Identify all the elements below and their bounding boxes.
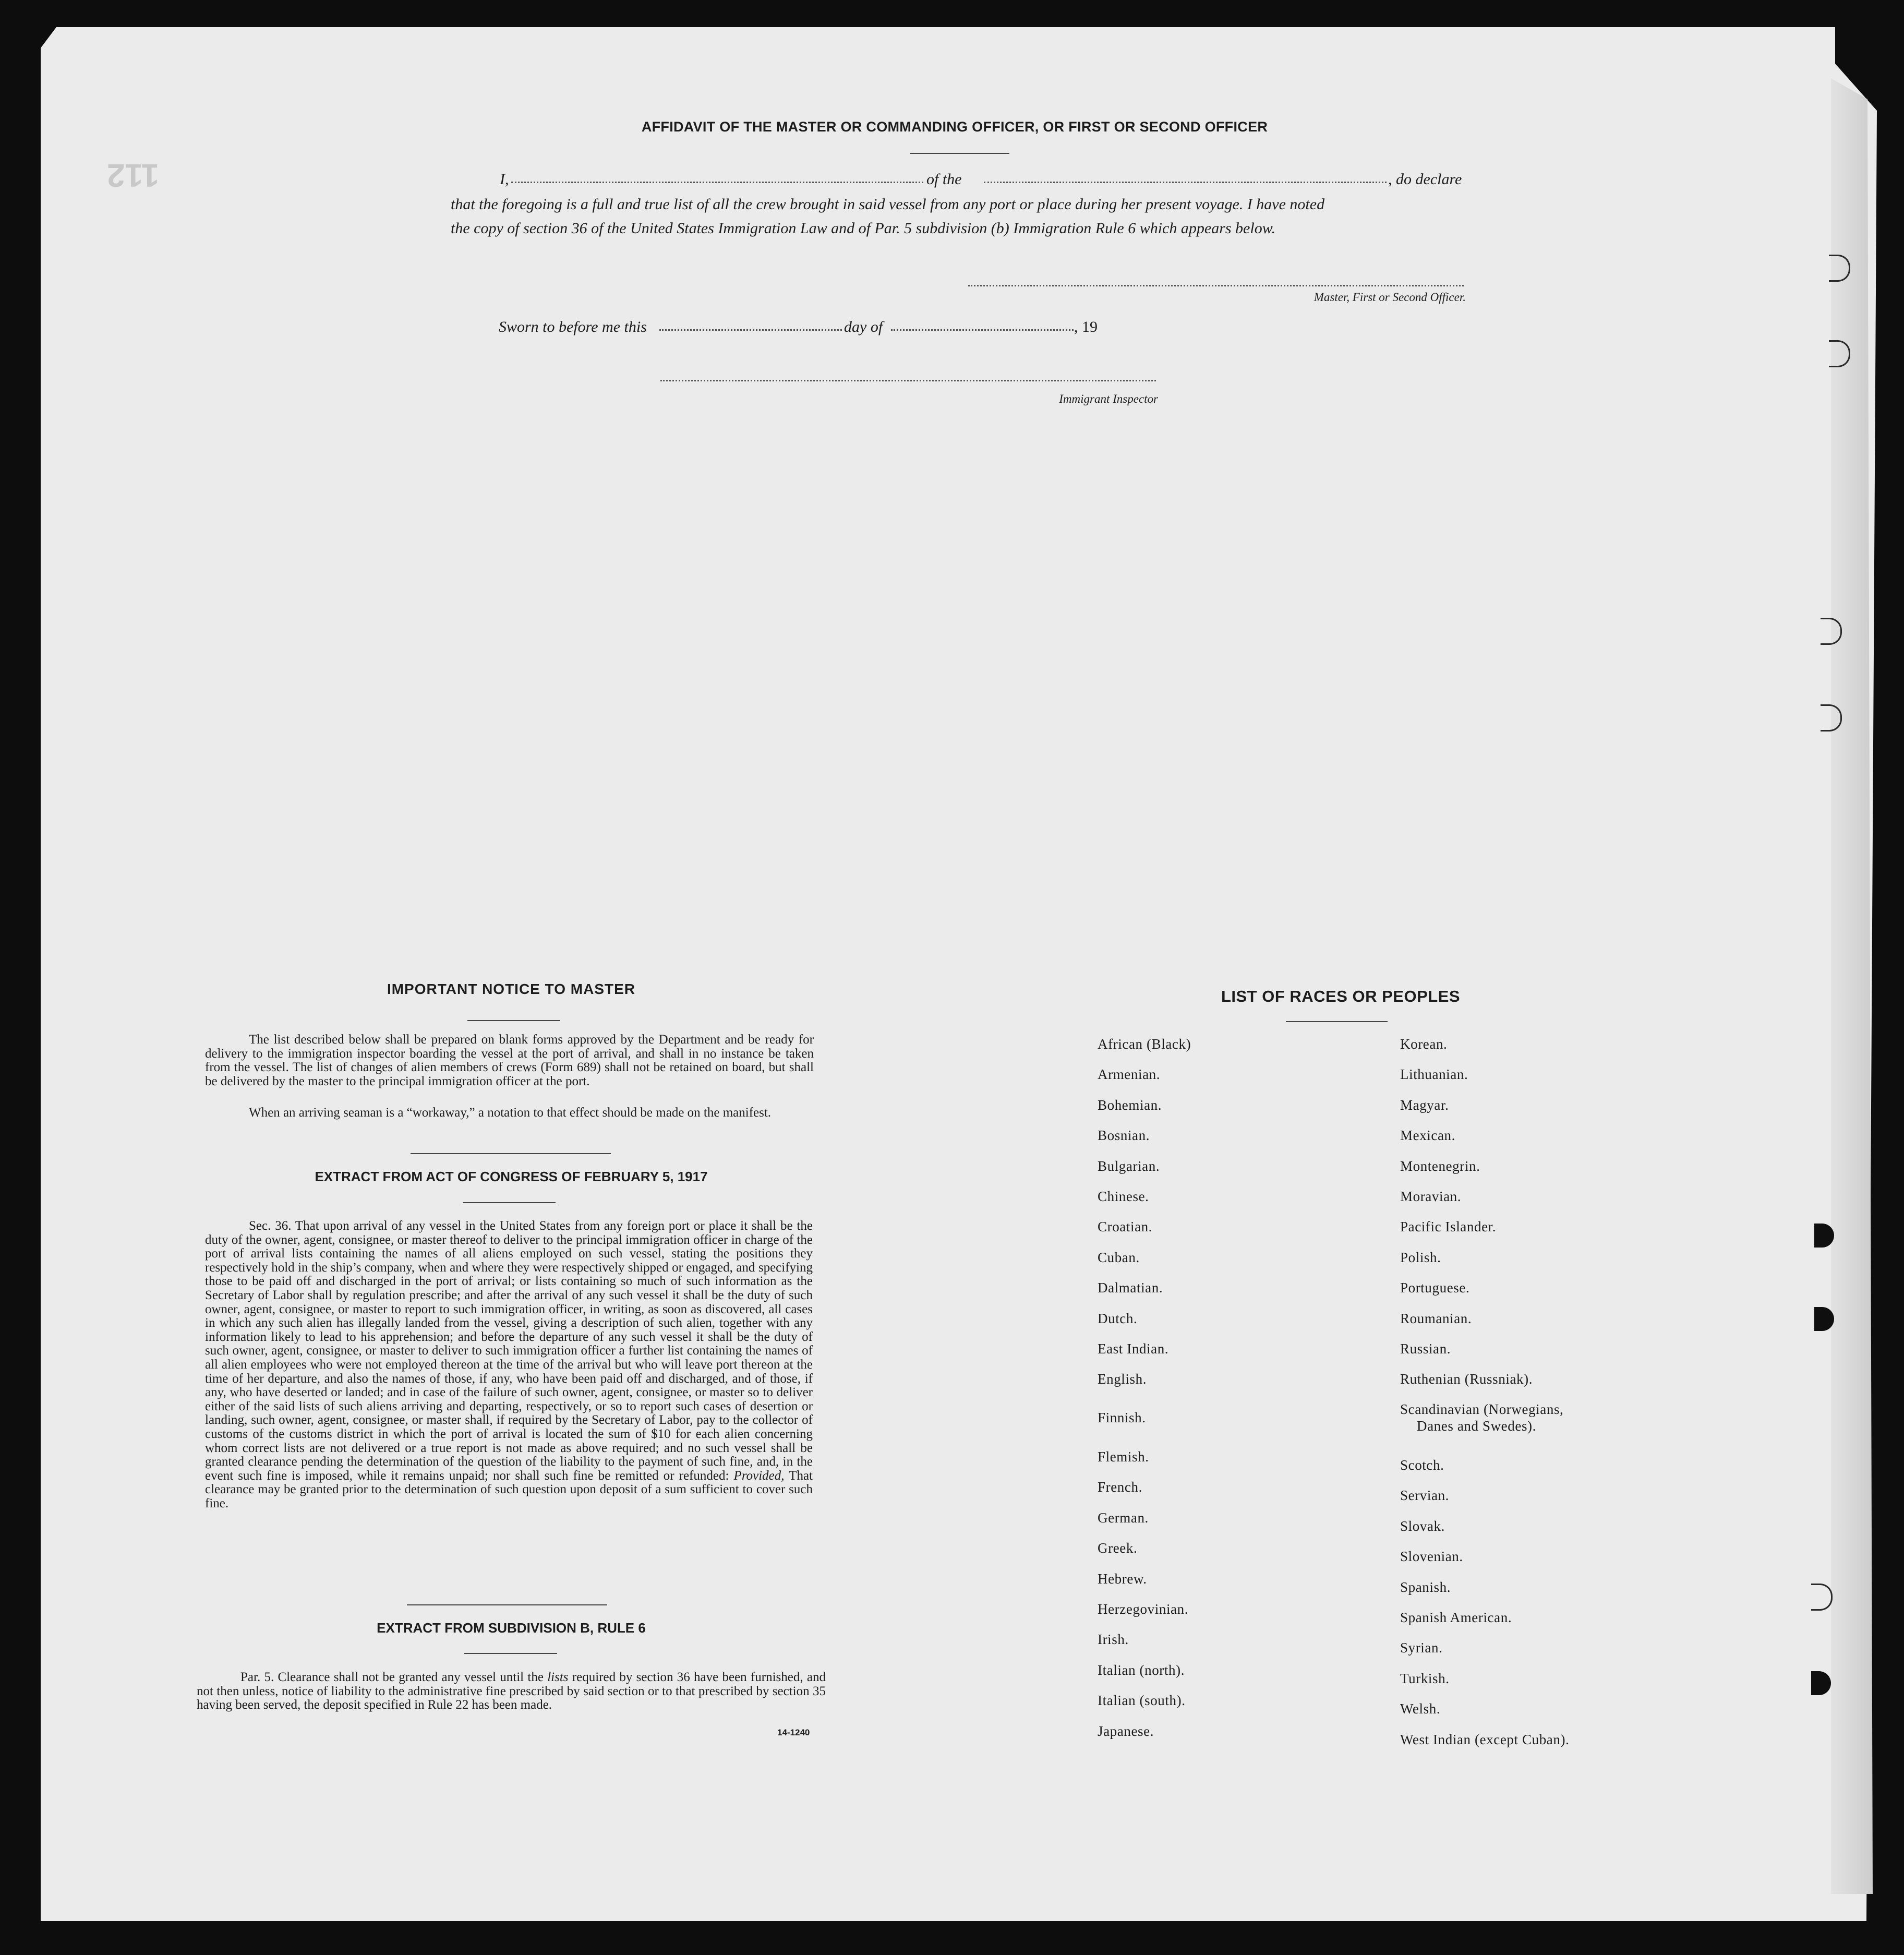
race-item: Herzegovinian. (1098, 1601, 1189, 1617)
signature-line[interactable] (968, 285, 1464, 286)
affidavit-declare: , do declare (1388, 171, 1462, 188)
vessel-line[interactable] (984, 182, 1387, 183)
race-item: Lithuanian. (1400, 1066, 1468, 1083)
race-item: Scotch. (1400, 1457, 1444, 1473)
affidavit-title: AFFIDAVIT OF THE MASTER OR COMMANDING OFFICER, OR FIRST OR SECOND OFFICER (641, 119, 1268, 135)
race-item: Irish. (1098, 1632, 1129, 1648)
race-item-continuation: Danes and Swedes). (1417, 1418, 1536, 1434)
race-item: English. (1098, 1371, 1147, 1387)
race-item: Russian. (1400, 1341, 1451, 1357)
act-sec-label: Sec. 36. (249, 1219, 292, 1233)
document-page (41, 27, 1877, 1921)
race-item: Moravian. (1400, 1189, 1462, 1205)
race-item: Servian. (1400, 1488, 1450, 1504)
race-item: Slovak. (1400, 1518, 1445, 1534)
race-item: Italian (south). (1098, 1693, 1186, 1709)
form-number: 14-1240 (777, 1728, 810, 1737)
sworn-day: day of (844, 318, 883, 335)
name-line[interactable] (511, 182, 923, 183)
race-item: Korean. (1400, 1036, 1448, 1052)
races-right-column (1400, 1029, 1569, 1755)
faint-page-number: 112 (107, 157, 160, 193)
race-item: Syrian. (1400, 1640, 1443, 1656)
race-item: Turkish. (1400, 1670, 1450, 1686)
race-item: French. (1098, 1479, 1142, 1495)
rule-part-1: Par. 5. Clearance shall not be granted any vessel until the (240, 1670, 544, 1684)
rule-lists-word: lists (547, 1670, 569, 1684)
race-item: Roumanian. (1400, 1310, 1472, 1326)
inspector-signature-line[interactable] (660, 380, 1156, 381)
race-item: Spanish American. (1400, 1609, 1512, 1625)
races-left-column (1098, 1029, 1191, 1746)
notice-paragraph-2: When an arriving seaman is a “workaway,” a notation to that effect should be made on the manifest. (249, 1106, 772, 1120)
sworn-prefix: Sworn to before me this (499, 318, 647, 335)
affidavit-line3: the copy of section 36 of the United States Immigration Law and of Par. 5 subdivision (b) Immigration Rule 6 which appears below. (451, 220, 1275, 237)
race-item: Ruthenian (Russniak). (1400, 1371, 1533, 1387)
race-item: African (Black) (1098, 1036, 1191, 1052)
race-item-multiline (1400, 1395, 1569, 1450)
act-text: That upon arrival of any vessel in the United States from any foreign port or place it shall be the duty of the owner, agent, consignee, or master thereof to deliver to the principal immigration officer in charge of the port of arrival lists containing the names of all aliens employed on such vessel, stating the positions they respectively hold in the ship’s company, when and where they were respectively shipped or engaged, and specifying those to be paid off and discharged in the port of arrival; or lists containing so much of such information as the Secretary of Labor shall by regulation prescribe; and after the arrival of any such vessel it shall be the duty of such owner, agent, consignee, or master to report to such immigration officer, in writing, as soon as discovered, all cases in which any such alien has illegally landed from the vessel, giving a description of such alien, together with any information likely to lead to his apprehension; and before the departure of any such vessel it shall be the duty of such owner, agent, consignee, or master to deliver to such immigration officer a further list containing the names of all alien employees who were not employed thereon at the time of the arrival but who will leave port thereon at the time of her departure, and also the names of those, if any, who have been paid off and discharged, and of those, if any, who have deserted or landed; and in case of the failure of such owner, agent, consignee, or master so to deliver either of the said lists of such aliens arriving and departing, respectively, or so to report such cases of desertion or landing, such owner, agent, consignee, or master shall, if required by the Secretary of Labor, pay to the collector of customs of the customs district in which the port of arrival is located the sum of $10 for each alien concerning whom correct lists are not delivered or a true report is not made as above required; and no such vessel shall be granted clearance pending the determination of the question of the liability to the payment of such fine, and, in the event such fine is imposed, while it remains unpaid; nor shall such fine be remitted or refunded: (205, 1219, 813, 1483)
race-item: Greek. (1098, 1540, 1138, 1556)
race-item: Portuguese. (1400, 1280, 1470, 1296)
races-title: LIST OF RACES OR PEOPLES (1221, 987, 1461, 1005)
race-item: Dalmatian. (1098, 1280, 1163, 1296)
race-item: Bosnian. (1098, 1128, 1150, 1144)
race-item: Chinese. (1098, 1189, 1149, 1205)
act-body (205, 1219, 813, 1510)
race-item: Polish. (1400, 1249, 1441, 1265)
affidavit-I: I, (500, 171, 509, 188)
race-item: German. (1098, 1509, 1149, 1526)
races-rule (1286, 1021, 1388, 1022)
notice-title: IMPORTANT NOTICE TO MASTER (387, 981, 636, 997)
race-item: Italian (north). (1098, 1662, 1185, 1678)
race-item: Bohemian. (1098, 1097, 1162, 1113)
race-item: Dutch. (1098, 1310, 1138, 1326)
race-item: Montenegrin. (1400, 1158, 1480, 1174)
race-item: West Indian (except Cuban). (1400, 1731, 1570, 1747)
race-item: Slovenian. (1400, 1549, 1463, 1565)
race-item: Hebrew. (1098, 1570, 1147, 1587)
signature-caption: Master, First or Second Officer. (1313, 291, 1466, 304)
act-rule (463, 1202, 556, 1203)
race-item: Flemish. (1098, 1448, 1149, 1465)
race-item: Japanese. (1098, 1723, 1154, 1739)
act-title: EXTRACT FROM ACT OF CONGRESS OF FEBRUARY 5, 1917 (315, 1169, 708, 1184)
sworn-year: , 19 (1074, 318, 1098, 335)
notice-paragraph-1: The list described below shall be prepared on blank forms approved by the Department and be ready for delivery to the immigration inspector boarding the vessel at the port of arrival, and shall in no instance be taken from the vessel. The list of changes of alien members of crews (Form 689) shall not be retained on board, but shall be delivered by the master to the principal immigration officer at the port. (205, 1033, 814, 1088)
rule-title: EXTRACT FROM SUBDIVISION B, RULE 6 (377, 1620, 646, 1636)
race-item: Bulgarian. (1098, 1158, 1160, 1174)
section-rule (411, 1153, 611, 1154)
affidavit-line2: that the foregoing is a full and true list of all the crew brought in said vessel from any port or place during her present voyage. I have noted (451, 196, 1325, 213)
sworn-day-line[interactable] (659, 329, 842, 331)
race-item: Finnish. (1098, 1409, 1146, 1425)
race-item: East Indian. (1098, 1341, 1169, 1357)
rule-rule (464, 1653, 557, 1654)
sworn-month-line[interactable] (891, 329, 1074, 331)
rule-part-2: required by section 36 have been furnished, and not then unless, notice of liability to the administrative fine prescribed by said section or to that prescribed by section 35 having been served, the deposit specified in Rule 22 has been made. (197, 1670, 826, 1712)
race-item: Mexican. (1400, 1128, 1456, 1144)
race-item: Croatian. (1098, 1219, 1153, 1235)
race-item: Magyar. (1400, 1097, 1449, 1113)
race-item: Pacific Islander. (1400, 1219, 1497, 1235)
section-rule (407, 1604, 607, 1605)
rule-body (197, 1671, 826, 1712)
affidavit-of-the: of the (926, 171, 962, 188)
race-item: Scandinavian (Norwegians, (1400, 1401, 1564, 1417)
race-item: Armenian. (1098, 1066, 1161, 1083)
act-text-end: That clearance may be granted prior to the determination of such question upon deposit of a sum sufficient to cover such fine. (205, 1468, 813, 1510)
notice-rule (467, 1020, 560, 1021)
inspector-caption: Immigrant Inspector (1059, 392, 1158, 405)
title-rule (910, 153, 1009, 154)
act-provided: Provided, (733, 1468, 785, 1483)
race-item: Welsh. (1400, 1701, 1441, 1717)
race-item: Spanish. (1400, 1579, 1451, 1595)
race-item: Cuban. (1098, 1249, 1140, 1265)
